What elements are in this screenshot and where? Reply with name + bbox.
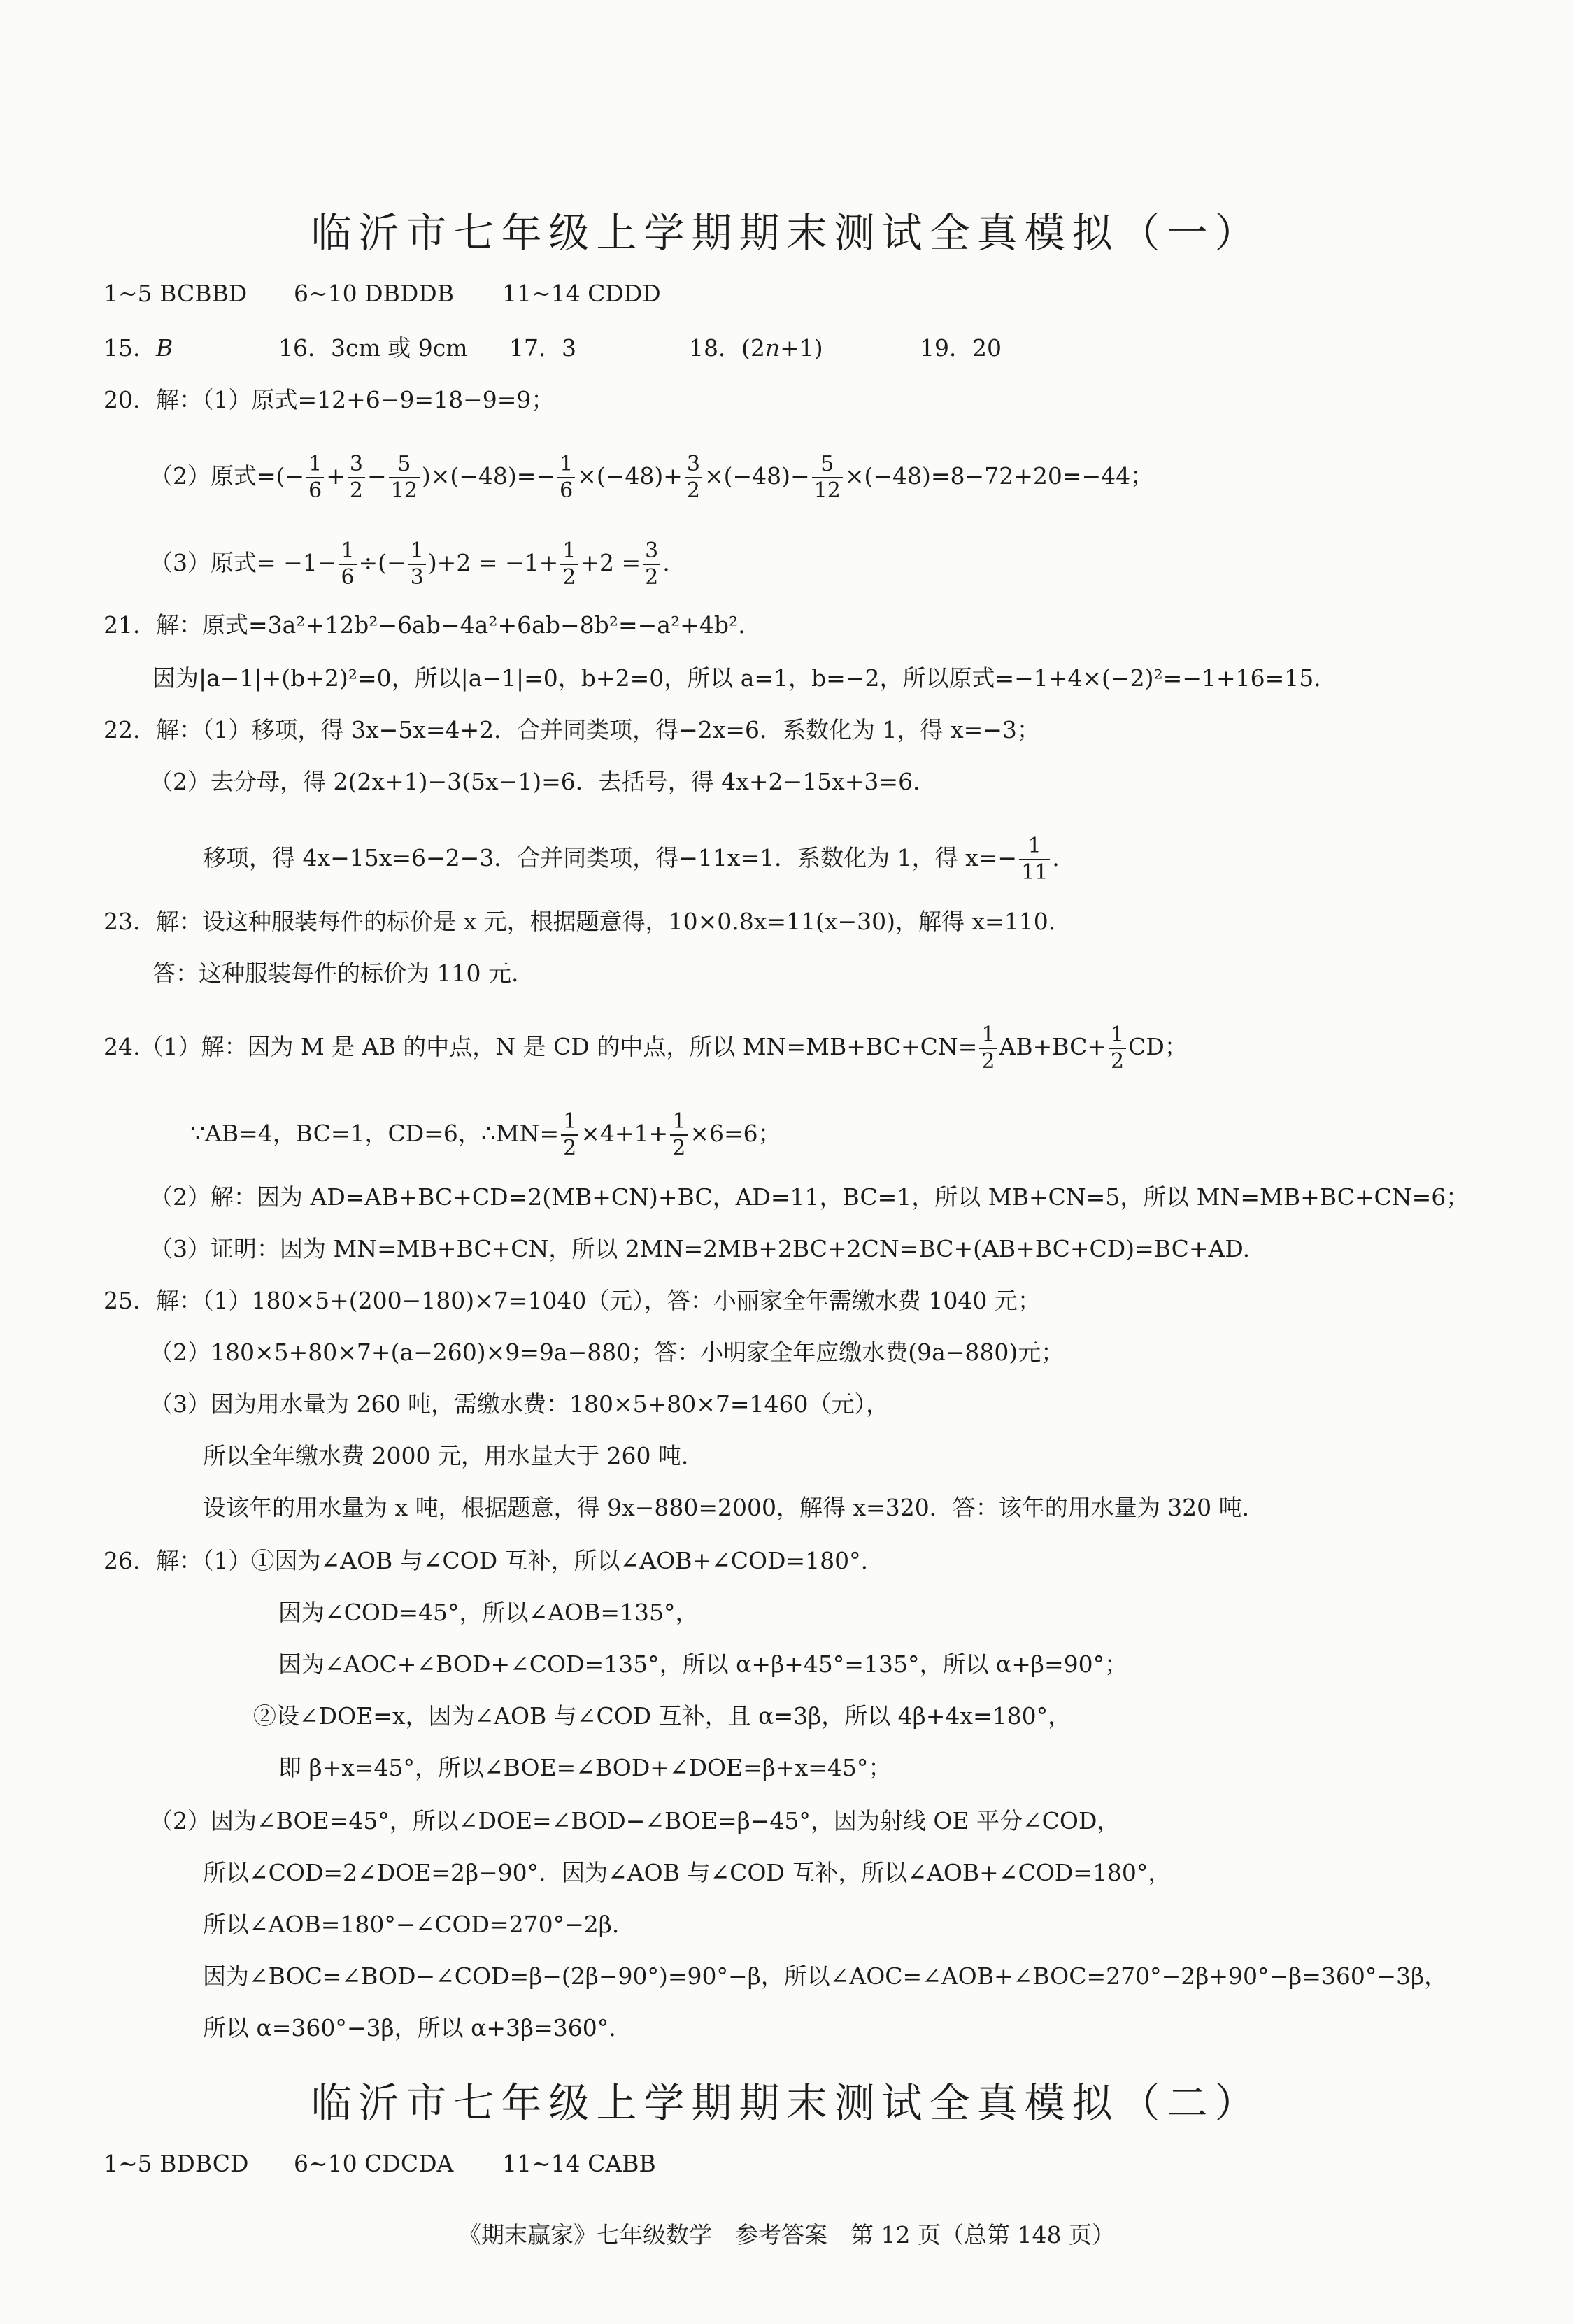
fraction: $\frac{1}{6}$ — [339, 539, 356, 590]
q24-l1a: 24.（1）解：因为 M 是 AB 的中点，N 是 CD 的中点，所以 MN=MB+BC+CN= — [104, 1033, 978, 1060]
q22-l3a: 移项，得 4x−15x=6−2−3．合并同类项，得−11x=1．系数化为 1，得 x=− — [203, 844, 1018, 871]
q24-l1c: CD； — [1128, 1033, 1188, 1060]
section-title-1: 临沂市七年级上学期期末测试全真模拟（一） — [311, 209, 1262, 257]
q20-line2 — [150, 452, 1153, 504]
q20-l2c: − — [367, 462, 387, 490]
answer-q15 — [104, 334, 173, 362]
fraction: $\frac{1}{2}$ — [561, 1109, 578, 1161]
q18-n: n — [764, 334, 781, 362]
q22-line1: 22．解：（1）移项，得 3x−5x=4+2．合并同类项，得−2x=6．系数化为 1，得 x=−3； — [104, 716, 1040, 743]
q20-l2d: )×(−48)=− — [421, 462, 556, 490]
q20-line3 — [150, 539, 670, 590]
q25-line4: 所以全年缴水费 2000 元，用水量大于 260 吨. — [203, 1442, 689, 1469]
q20-l2f: ×(−48)− — [704, 462, 810, 490]
q20-l3a: （3）原式= −1− — [150, 549, 337, 576]
fraction: $\frac{1}{2}$ — [979, 1022, 997, 1074]
q18-a: 18．(2 — [689, 334, 765, 362]
q26-line9: 因为∠BOC=∠BOD−∠COD=β−(2β−90°)=90°−β，所以∠AOC=∠AOB+∠BOC=270°−2β+90°−β=360°−3β， — [203, 1962, 1448, 1990]
section-title-2: 临沂市七年级上学期期末测试全真模拟（二） — [311, 2079, 1262, 2127]
q24-l2a: ∵AB=4，BC=1，CD=6，∴MN= — [190, 1120, 560, 1147]
answer-group-11-14: 11~14 CDDD — [502, 280, 661, 307]
q22-line3 — [203, 834, 1060, 885]
q26-line4: ②设∠DOE=x，因为∠AOB 与∠COD 互补，且 α=3β，所以 4β+4x=180°， — [253, 1702, 1072, 1730]
q25-line3: （3）因为用水量为 260 吨，需缴水费：180×5+80×7=1460（元）， — [150, 1390, 890, 1418]
q18-b: +1) — [780, 334, 823, 362]
q26-line6: （2）因为∠BOE=45°，所以∠DOE=∠BOD−∠BOE=β−45°，因为射线 OE 平分∠COD， — [150, 1807, 1120, 1834]
answer-q16: 16．3cm 或 9cm — [278, 334, 468, 362]
answer2-group-6-10: 6~10 CDCDA — [294, 2150, 454, 2177]
q26-line3: 因为∠AOC+∠BOD+∠COD=135°，所以 α+β+45°=135°，所以 α+β=90°； — [278, 1651, 1128, 1678]
answer-q18 — [689, 334, 823, 362]
q22-l3b: . — [1052, 844, 1060, 871]
fraction: $\frac{1}{3}$ — [408, 539, 426, 590]
answer2-group-1-5: 1~5 BDBCD — [104, 2150, 249, 2177]
answer-group-6-10: 6~10 DBDDB — [294, 280, 455, 307]
q26-line7: 所以∠COD=2∠DOE=2β−90°．因为∠AOB 与∠COD 互补，所以∠AOB+∠COD=180°， — [203, 1859, 1172, 1886]
page-footer: 《期末赢家》七年级数学 参考答案 第 12 页（总第 148 页） — [458, 2221, 1115, 2248]
fraction: $\frac{3}{2}$ — [643, 539, 660, 590]
q24-line4: （3）证明：因为 MN=MB+BC+CN，所以 2MN=2MB+2BC+2CN=BC+(AB+BC+CD)=BC+AD. — [150, 1235, 1251, 1262]
q24-l1b: AB+BC+ — [999, 1033, 1106, 1060]
q25-line1: 25．解：（1）180×5+(200−180)×7=1040（元），答：小丽家全年需缴水费 1040 元； — [104, 1287, 1041, 1314]
answer2-group-11-14: 11~14 CABB — [502, 2150, 656, 2177]
q26-line5: 即 β+x=45°，所以∠BOE=∠BOD+∠DOE=β+x=45°； — [278, 1754, 892, 1781]
q20-line1: 20．解：（1）原式=12+6−9=18−9=9； — [104, 386, 555, 413]
q20-l2b: + — [326, 462, 346, 490]
q21-line2: 因为|a−1|+(b+2)²=0，所以|a−1|=0，b+2=0，所以 a=1，b=−2，所以原式=−1+4×(−2)²=−1+16=15. — [152, 664, 1321, 692]
fraction: $\frac{1}{2}$ — [670, 1109, 688, 1161]
answer-q19: 19．20 — [920, 334, 1002, 362]
q20-l2a: （2）原式=(− — [150, 462, 305, 490]
q21-line1: 21．解：原式=3a²+12b²−6ab−4a²+6ab−8b²=−a²+4b². — [104, 611, 746, 639]
fraction: $\frac{1}{2}$ — [560, 539, 578, 590]
q26-line8: 所以∠AOB=180°−∠COD=270°−2β. — [203, 1911, 620, 1938]
q26-line1: 26．解：（1）①因为∠AOB 与∠COD 互补，所以∠AOB+∠COD=180°. — [104, 1547, 869, 1574]
fraction: $\frac{1}{2}$ — [1109, 1022, 1126, 1074]
fraction: $\frac{3}{2}$ — [348, 452, 365, 504]
q15-label: 15． — [104, 334, 156, 362]
q15-value: B — [156, 334, 173, 362]
q26-line10: 所以 α=360°−3β，所以 α+3β=360°. — [203, 2014, 616, 2041]
q23-line2: 答：这种服装每件的标价为 110 元. — [152, 960, 519, 987]
fraction: $\frac{1}{6}$ — [557, 452, 575, 504]
fraction: $\frac{5}{12}$ — [812, 452, 843, 504]
answer-q17: 17．3 — [509, 334, 576, 362]
q24-l2c: ×6=6； — [690, 1120, 781, 1147]
q20-l3e: . — [662, 549, 670, 576]
q24-l2b: ×4+1+ — [581, 1120, 669, 1147]
fraction: $\frac{5}{12}$ — [389, 452, 420, 504]
q26-line2: 因为∠COD=45°，所以∠AOB=135°， — [278, 1599, 699, 1626]
q25-line2: （2）180×5+80×7+(a−260)×9=9a−880；答：小明家全年应缴水费(9a−880)元； — [150, 1339, 1065, 1366]
q24-line3: （2）解：因为 AD=AB+BC+CD=2(MB+CN)+BC，AD=11，BC=1，所以 MB+CN=5，所以 MN=MB+BC+CN=6； — [150, 1183, 1469, 1211]
q22-line2: （2）去分母，得 2(2x+1)−3(5x−1)=6．去括号，得 4x+2−15x+3=6． — [150, 768, 937, 795]
q20-l3c: )+2 = −1+ — [427, 549, 559, 576]
fraction: $\frac{1}{11}$ — [1019, 834, 1050, 885]
answer-group-1-5: 1~5 BCBBD — [104, 280, 248, 307]
q20-l3b: ÷(− — [358, 549, 406, 576]
q24-line2 — [190, 1109, 781, 1161]
q20-l3d: +2 = — [580, 549, 641, 576]
q24-line1 — [104, 1022, 1188, 1074]
q20-l2e: ×(−48)+ — [577, 462, 683, 490]
q25-line5: 设该年的用水量为 x 吨，根据题意，得 9x−880=2000，解得 x=320．答：该年的用水量为 320 吨. — [203, 1494, 1250, 1521]
fraction: $\frac{3}{2}$ — [685, 452, 702, 504]
q20-l2g: ×(−48)=8−72+20=−44； — [844, 462, 1154, 490]
fraction: $\frac{1}{6}$ — [306, 452, 324, 504]
q23-line1: 23．解：设这种服装每件的标价是 x 元，根据题意得，10×0.8x=11(x−30)，解得 x=110. — [104, 908, 1056, 935]
